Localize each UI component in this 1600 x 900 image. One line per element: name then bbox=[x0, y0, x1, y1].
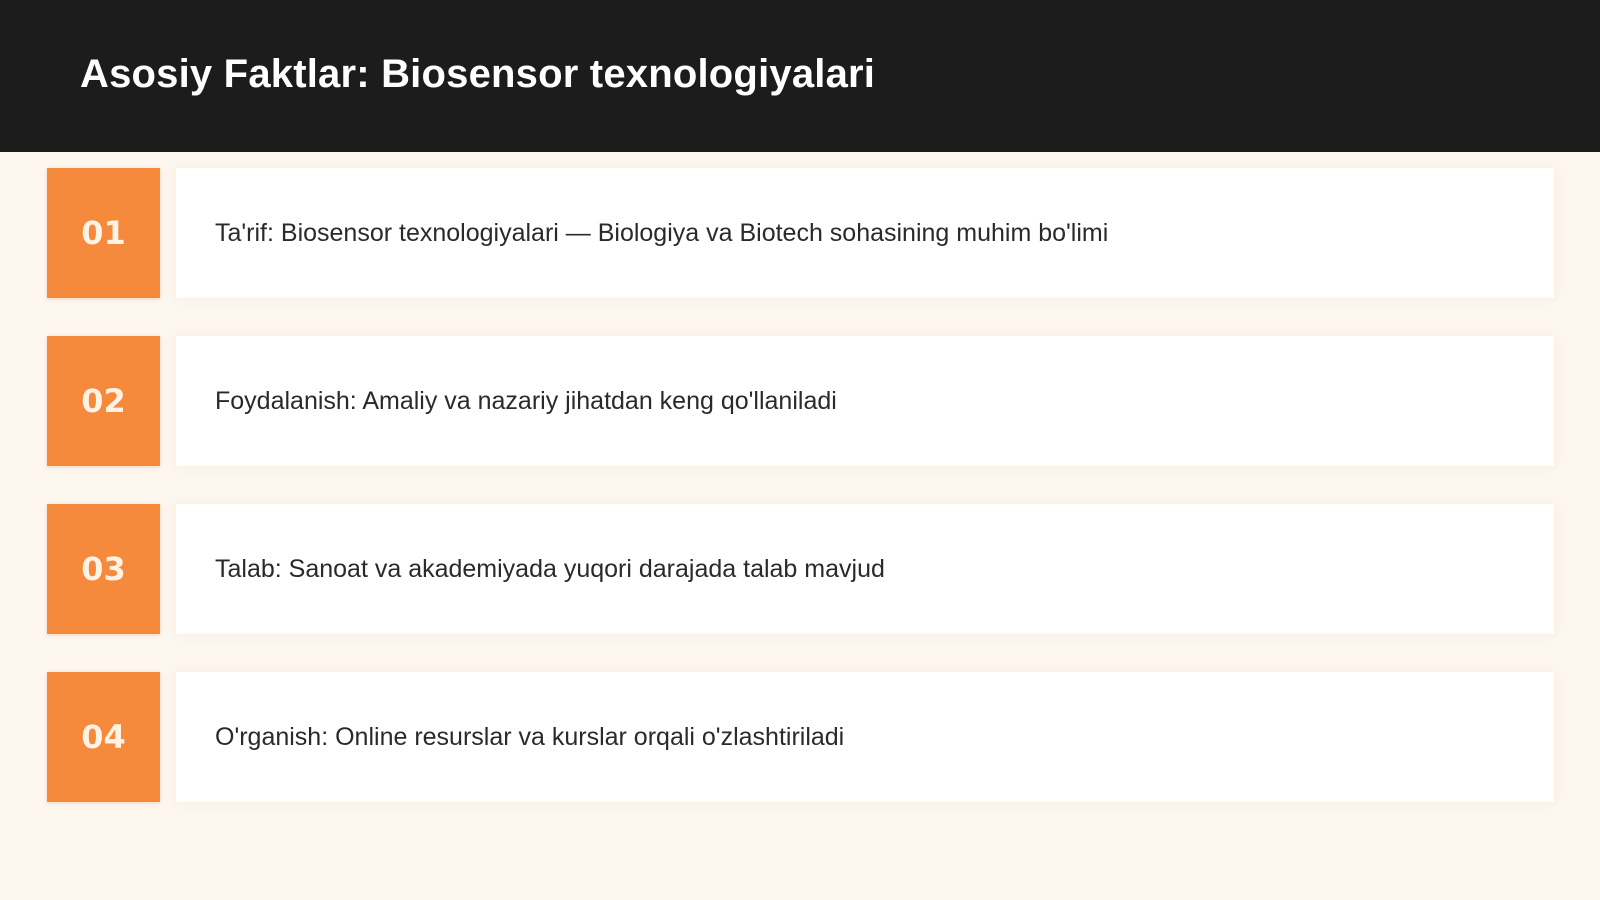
fact-number-badge bbox=[47, 672, 160, 802]
fact-item bbox=[47, 672, 1554, 802]
fact-text: Foydalanish: Amaliy va nazariy jihatdan keng qo'llaniladi bbox=[215, 386, 837, 415]
fact-item bbox=[47, 168, 1554, 298]
fact-number-badge bbox=[47, 168, 160, 298]
fact-text: Ta'rif: Biosensor texnologiyalari — Biologiya va Biotech sohasining muhim bo'limi bbox=[215, 218, 1109, 247]
fact-card bbox=[176, 336, 1554, 466]
page-title: Asosiy Faktlar: Biosensor texnologiyalari bbox=[80, 52, 876, 96]
fact-item bbox=[47, 504, 1554, 634]
fact-item bbox=[47, 336, 1554, 466]
fact-card bbox=[176, 672, 1554, 802]
fact-text: Talab: Sanoat va akademiyada yuqori darajada talab mavjud bbox=[215, 554, 885, 583]
fact-card bbox=[176, 504, 1554, 634]
fact-card bbox=[176, 168, 1554, 298]
fact-number: 02 bbox=[81, 382, 126, 420]
fact-text: O'rganish: Online resurslar va kurslar orqali o'zlashtiriladi bbox=[215, 722, 845, 751]
fact-number-badge bbox=[47, 504, 160, 634]
fact-number-badge bbox=[47, 336, 160, 466]
fact-number: 01 bbox=[81, 214, 126, 252]
fact-number: 04 bbox=[81, 718, 126, 756]
fact-number: 03 bbox=[81, 550, 126, 588]
